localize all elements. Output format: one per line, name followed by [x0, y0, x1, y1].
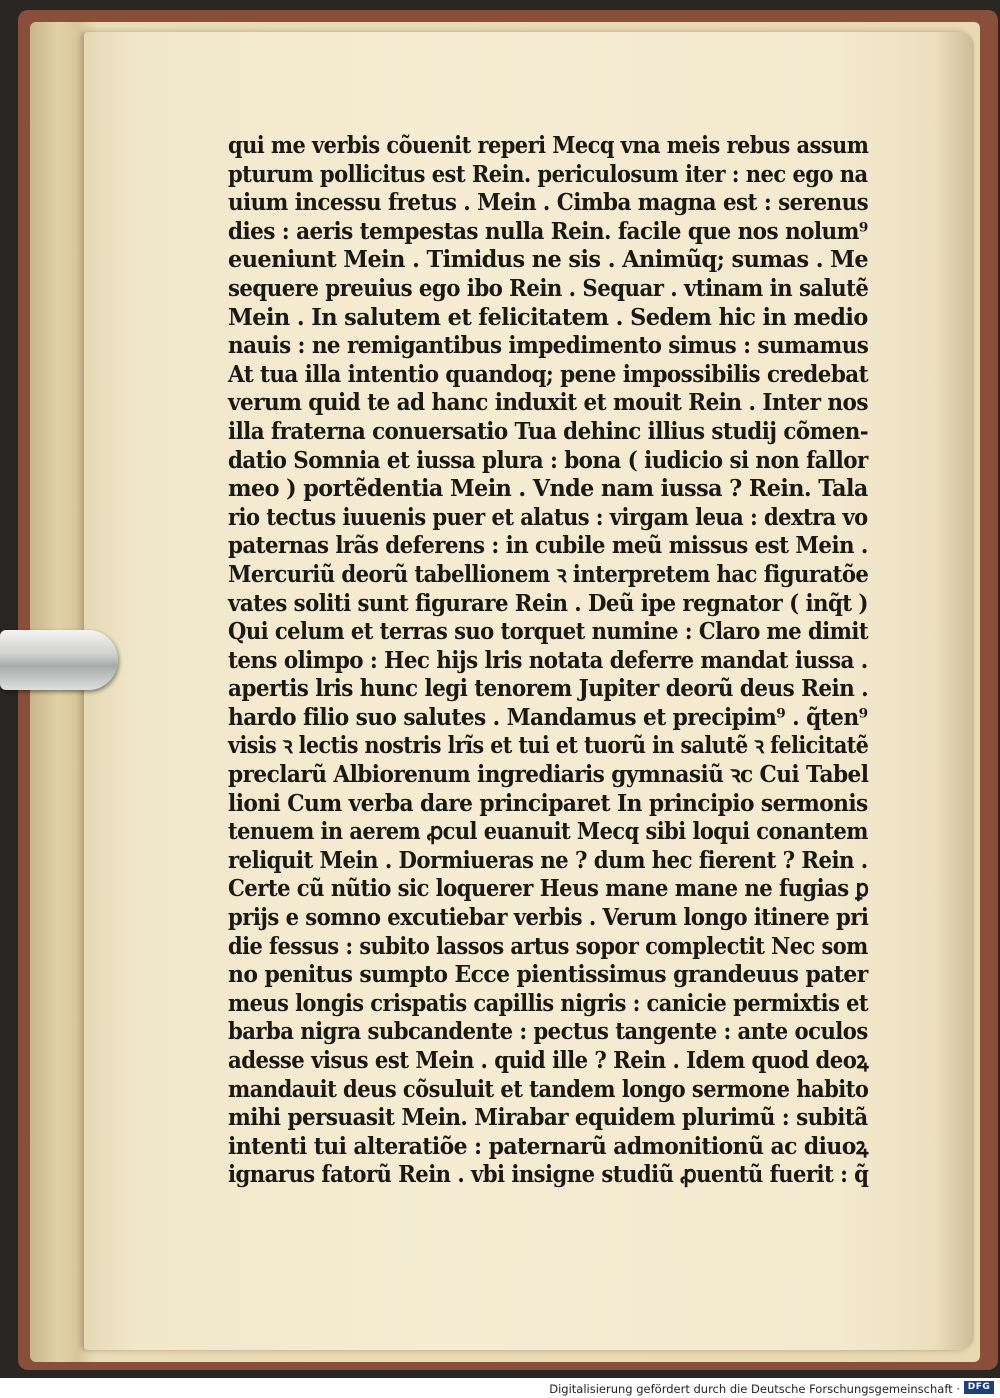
page-clip [0, 630, 118, 690]
funding-credit: Digitalisierung gefördert durch die Deutsche Forschungsgemeinschaft · [549, 1382, 960, 1396]
text-line: visis ꝛ lectis nostris lrĩs et tui et tuorũ in salutẽ ꝛ felicitatẽ [228, 732, 869, 760]
text-line: Mein . In salutem et felicitatem . Sedem hic in medio [228, 303, 868, 331]
printed-text-block [228, 132, 868, 1190]
text-line: barba nigra subcandente : pectus tangente : ante oculos [228, 1018, 868, 1046]
text-line: Qui celum et terras suo torquet numine : Claro me dimit [228, 618, 869, 646]
text-line: illa fraterna conuersatio Tua dehinc illius studij cõmen- [228, 417, 869, 445]
text-line: mandauit deus cõsuluit et tandem longo sermone habito [228, 1075, 869, 1103]
text-line: intenti tui alteratiõe : paternarũ admonitionũ ac diuoꝝ [228, 1132, 868, 1160]
text-line: tens olimpo : Hec hijs lris notata deferre mandat iussa . [228, 646, 868, 674]
text-line: datio Somnia et iussa plura : bona ( iudicio si non fallor [228, 446, 868, 474]
text-line: mihi persuasit Mein. Mirabar equidem plurimũ : subitã [228, 1104, 868, 1132]
text-line: Certe cũ nũtio sic loquerer Heus mane mane ne fugias ꝑ [228, 875, 869, 903]
text-line: adesse visus est Mein . quid ille ? Rein . Idem quod deoꝝ [228, 1047, 869, 1074]
text-line: pturum pollicitus est Rein. periculosum iter : nec ego na [228, 160, 868, 188]
text-line: no penitus sumpto Ecce pientissimus grandeuus pater [228, 961, 868, 989]
text-line: reliquit Mein . Dormiueras ne ? dum hec fierent ? Rein . [228, 846, 868, 874]
text-line: vates soliti sunt figurare Rein . Deũ ipe regnator ( inq̃t ) [228, 589, 868, 617]
gutter-shadow [934, 32, 974, 1350]
text-line: hardo filio suo salutes . Mandamus et precipim⁹ . q̃ten⁹ [228, 703, 868, 731]
text-line: At tua illa intentio quandoq; pene impossibilis credebat [228, 360, 868, 388]
text-line: Mercuriũ deorũ tabellionem ꝛ interpretem hac figuratõe [228, 560, 869, 588]
text-line: ignarus fatorũ Rein . vbi insigne studiũ ꝓuentũ fuerit : q̃ [228, 1161, 869, 1189]
text-line: meo ) portẽdentia Mein . Vnde nam iussa ? Rein. Tala [228, 475, 868, 503]
text-line: meus longis crispatis capillis nigris : canicie permixtis et [228, 989, 869, 1017]
text-line: tenuem in aerem ꝓcul euanuit Mecq sibi loqui conantem [228, 818, 868, 846]
text-line: apertis lris hunc legi tenorem Jupiter deorũ deus Rein . [228, 675, 869, 703]
text-line: die fessus : subito lassos artus sopor complectit Nec som [228, 932, 868, 960]
text-line: verum quid te ad hanc induxit et mouit Rein . Inter nos [228, 389, 868, 417]
text-line: nauis : ne remigantibus impedimento simus : sumamus [228, 332, 869, 360]
text-line: lioni Cum verba dare principaret In principio sermonis [228, 789, 868, 817]
text-line: preclarũ Albiorenum ingrediaris gymnasiũ ꝛc Cui Tabel [228, 761, 869, 789]
text-line: rio tectus iuuenis puer et alatus : virgam leua : dextra vo [228, 503, 868, 531]
text-line: dies : aeris tempestas nulla Rein. facile que nos nolum⁹ [228, 217, 868, 245]
text-line: eueniunt Mein . Timidus ne sis . Animũq; sumas . Me [228, 246, 869, 274]
text-line: uium incessu fretus . Mein . Cimba magna est : serenus [228, 189, 869, 217]
text-line: paternas lrãs deferens : in cubile meũ missus est Mein . [228, 532, 868, 560]
dfg-logo: DFG [964, 1381, 994, 1394]
text-line: sequere preuius ego ibo Rein . Sequar . vtinam in salutẽ [228, 274, 869, 302]
text-line: prijs e somno excutiebar verbis . Verum longo itinere pri [228, 904, 869, 932]
text-line: qui me verbis cõuenit reperi Mecq vna meis rebus assum [228, 132, 869, 159]
